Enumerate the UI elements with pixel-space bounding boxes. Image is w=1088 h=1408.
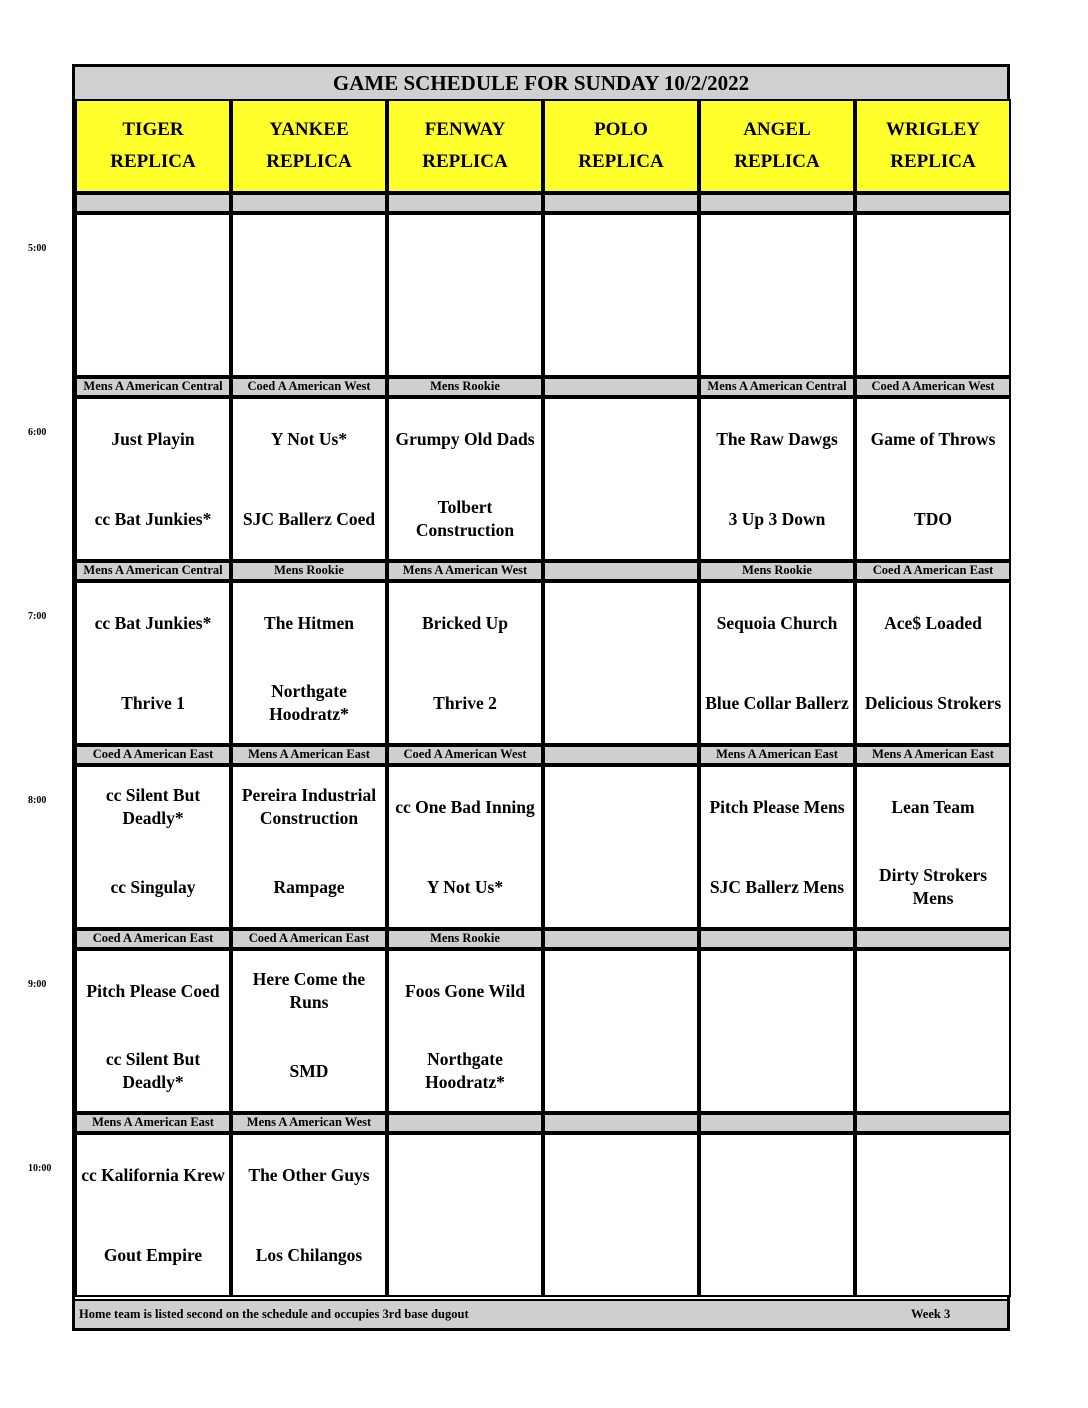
game-box xyxy=(231,213,387,377)
game-box xyxy=(543,765,699,929)
away-team xyxy=(389,1150,541,1200)
division-label: Coed A American East xyxy=(855,561,1011,581)
field-header-tiger xyxy=(75,99,231,193)
game-box xyxy=(387,1133,543,1297)
field-name: WRIGLEY xyxy=(886,119,980,140)
division-label: Coed A American East xyxy=(75,745,231,765)
division-label xyxy=(543,561,699,581)
home-team: Thrive 1 xyxy=(121,692,185,713)
time-label: 6:00 xyxy=(28,427,47,438)
game-box xyxy=(387,765,543,929)
away-team: cc One Bad Inning xyxy=(395,796,535,817)
away-team: Ace$ Loaded xyxy=(884,612,982,633)
away-team: Foos Gone Wild xyxy=(405,980,525,1001)
time-label: 7:00 xyxy=(28,611,47,622)
home-team: 3 Up 3 Down xyxy=(728,508,826,529)
field-subtitle: REPLICA xyxy=(890,151,976,172)
division-label: Mens Rookie xyxy=(387,377,543,397)
home-team xyxy=(545,494,697,544)
away-team xyxy=(545,782,697,832)
away-team xyxy=(857,230,1009,280)
away-team xyxy=(545,414,697,464)
home-team: Northgate Hoodratz* xyxy=(269,681,349,724)
away-team xyxy=(545,966,697,1016)
game-box xyxy=(855,765,1011,929)
away-team xyxy=(233,230,385,280)
game-box xyxy=(387,581,543,745)
away-team: The Other Guys xyxy=(248,1164,370,1185)
game-box xyxy=(231,765,387,929)
field-subtitle: REPLICA xyxy=(578,151,664,172)
game-box xyxy=(231,1133,387,1297)
game-box xyxy=(699,1133,855,1297)
division-label: Mens A American Central xyxy=(75,561,231,581)
division-label xyxy=(543,193,699,213)
time-label: 8:00 xyxy=(28,795,47,806)
home-team xyxy=(857,1230,1009,1280)
away-team xyxy=(701,966,853,1016)
division-label: Coed A American West xyxy=(231,377,387,397)
game-box xyxy=(543,581,699,745)
game-box xyxy=(855,581,1011,745)
game-box xyxy=(543,949,699,1113)
home-team: SMD xyxy=(289,1060,329,1081)
division-label: Mens A American East xyxy=(231,745,387,765)
away-team xyxy=(701,1150,853,1200)
field-subtitle: REPLICA xyxy=(110,151,196,172)
game-box xyxy=(855,1133,1011,1297)
game-box xyxy=(855,949,1011,1113)
division-label xyxy=(543,929,699,949)
away-team: Game of Throws xyxy=(870,428,996,449)
division-label xyxy=(855,929,1011,949)
home-team xyxy=(857,1046,1009,1096)
away-team: Just Playin xyxy=(111,428,195,449)
away-team: Pereira Industrial Construction xyxy=(241,785,377,828)
game-box xyxy=(387,213,543,377)
home-team: Blue Collar Ballerz xyxy=(705,692,849,713)
division-label: Coed A American East xyxy=(75,929,231,949)
footer-bar xyxy=(75,1299,1007,1328)
game-box xyxy=(855,397,1011,561)
game-box xyxy=(699,397,855,561)
game-box xyxy=(231,581,387,745)
page-title: GAME SCHEDULE FOR SUNDAY 10/2/2022 xyxy=(75,67,1007,101)
division-label: Mens A American West xyxy=(387,561,543,581)
field-name: TIGER xyxy=(122,119,184,140)
game-box xyxy=(543,397,699,561)
game-box xyxy=(543,213,699,377)
away-team: Lean Team xyxy=(891,796,975,817)
game-box xyxy=(231,397,387,561)
home-team: Tolbert Construction xyxy=(415,497,515,540)
division-label xyxy=(855,193,1011,213)
home-team xyxy=(701,1046,853,1096)
home-team: SJC Ballerz Coed xyxy=(242,508,376,529)
division-label: Mens Rookie xyxy=(231,561,387,581)
away-team: The Hitmen xyxy=(264,612,354,633)
home-team xyxy=(857,310,1009,360)
division-label xyxy=(387,1113,543,1133)
home-team xyxy=(545,1230,697,1280)
field-name: POLO xyxy=(594,119,648,140)
field-header-polo xyxy=(543,99,699,193)
away-team xyxy=(389,230,541,280)
division-label xyxy=(699,1113,855,1133)
division-label: Mens A American East xyxy=(855,745,1011,765)
division-label xyxy=(699,193,855,213)
away-team: The Raw Dawgs xyxy=(716,428,838,449)
game-box xyxy=(231,949,387,1113)
away-team: Grumpy Old Dads xyxy=(395,428,535,449)
footer-note: Home team is listed second on the schedule and occupies 3rd base dugout xyxy=(79,1307,469,1321)
field-name: FENWAY xyxy=(424,119,506,140)
home-team: Rampage xyxy=(273,876,345,897)
division-label: Mens A American Central xyxy=(699,377,855,397)
division-label xyxy=(699,929,855,949)
division-label: Mens A American West xyxy=(231,1113,387,1133)
field-header-wrigley xyxy=(855,99,1011,193)
away-team: Sequoia Church xyxy=(716,612,838,633)
game-box xyxy=(75,213,231,377)
home-team: cc Singulay xyxy=(110,876,196,897)
away-team: cc Kalifornia Krew xyxy=(81,1164,225,1185)
game-box xyxy=(699,581,855,745)
home-team: TDO xyxy=(914,508,952,529)
home-team: Northgate Hoodratz* xyxy=(425,1049,505,1092)
away-team xyxy=(77,230,229,280)
away-team: Y Not Us* xyxy=(270,428,348,449)
home-team: SJC Ballerz Mens xyxy=(709,876,845,897)
away-team: Pitch Please Mens xyxy=(709,796,845,817)
home-team xyxy=(545,678,697,728)
field-name: YANKEE xyxy=(269,119,349,140)
field-header-angel xyxy=(699,99,855,193)
schedule-sheet xyxy=(72,64,1010,1331)
away-team xyxy=(545,230,697,280)
away-team xyxy=(545,598,697,648)
time-label: 9:00 xyxy=(28,979,47,990)
division-label: Coed A American West xyxy=(855,377,1011,397)
division-label: Coed A American West xyxy=(387,745,543,765)
home-team: Los Chilangos xyxy=(255,1244,363,1265)
division-label: Coed A American East xyxy=(231,929,387,949)
game-box xyxy=(387,397,543,561)
home-team xyxy=(389,310,541,360)
game-box xyxy=(699,213,855,377)
field-header-fenway xyxy=(387,99,543,193)
away-team: Bricked Up xyxy=(421,612,509,633)
away-team xyxy=(857,1150,1009,1200)
time-label: 10:00 xyxy=(28,1163,52,1174)
game-box xyxy=(699,765,855,929)
away-team: cc Silent But Deadly* xyxy=(105,785,201,828)
division-label: Mens Rookie xyxy=(699,561,855,581)
field-name: ANGEL xyxy=(743,119,811,140)
game-box xyxy=(75,397,231,561)
home-team: cc Bat Junkies* xyxy=(94,508,212,529)
division-label: Mens A American Central xyxy=(75,377,231,397)
home-team xyxy=(233,310,385,360)
home-team: Dirty Strokers Mens xyxy=(878,865,988,908)
game-box xyxy=(855,213,1011,377)
away-team xyxy=(701,230,853,280)
division-label xyxy=(855,1113,1011,1133)
game-box xyxy=(543,1133,699,1297)
game-box xyxy=(75,765,231,929)
home-team: Thrive 2 xyxy=(433,692,497,713)
division-label xyxy=(231,193,387,213)
game-box xyxy=(75,1133,231,1297)
home-team: Delicious Strokers xyxy=(864,692,1002,713)
division-label xyxy=(387,193,543,213)
time-label: 5:00 xyxy=(28,243,47,254)
division-label: Mens A American East xyxy=(75,1113,231,1133)
division-label: Mens A American East xyxy=(699,745,855,765)
home-team: Gout Empire xyxy=(103,1244,203,1265)
division-label: Mens Rookie xyxy=(387,929,543,949)
home-team xyxy=(77,310,229,360)
field-subtitle: REPLICA xyxy=(266,151,352,172)
field-header-yankee xyxy=(231,99,387,193)
field-subtitle: REPLICA xyxy=(422,151,508,172)
home-team xyxy=(545,862,697,912)
home-team xyxy=(701,310,853,360)
away-team: cc Bat Junkies* xyxy=(94,612,212,633)
home-team: Y Not Us* xyxy=(426,876,504,897)
game-box xyxy=(699,949,855,1113)
away-team xyxy=(857,966,1009,1016)
home-team xyxy=(389,1230,541,1280)
home-team xyxy=(545,310,697,360)
game-box xyxy=(75,581,231,745)
game-box xyxy=(387,949,543,1113)
field-subtitle: REPLICA xyxy=(734,151,820,172)
away-team: Pitch Please Coed xyxy=(86,980,220,1001)
division-label xyxy=(543,377,699,397)
division-label xyxy=(543,745,699,765)
game-box xyxy=(75,949,231,1113)
away-team: Here Come the Runs xyxy=(252,969,366,1012)
away-team xyxy=(545,1150,697,1200)
home-team xyxy=(701,1230,853,1280)
home-team: cc Silent But Deadly* xyxy=(105,1049,201,1092)
week-label: Week 3 xyxy=(911,1307,951,1321)
division-label xyxy=(75,193,231,213)
home-team xyxy=(545,1046,697,1096)
division-label xyxy=(543,1113,699,1133)
